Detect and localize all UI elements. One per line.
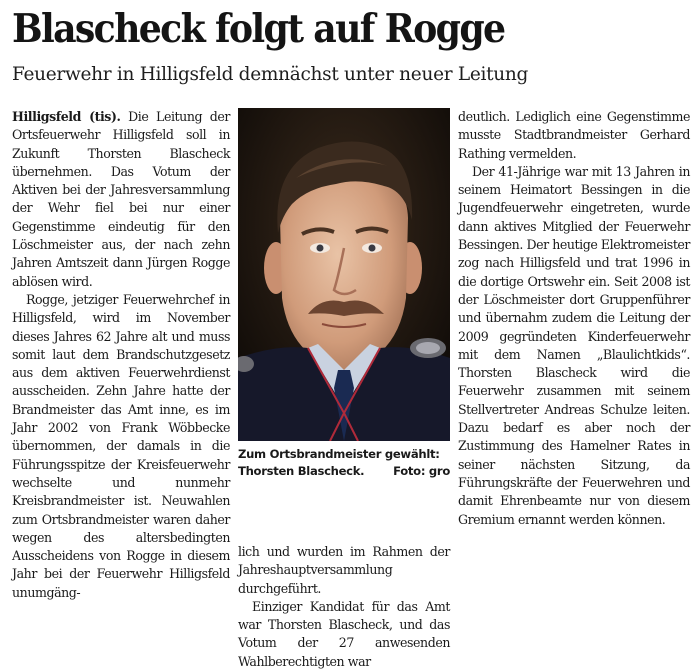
paragraph: lich und wurden im Rahmen der Jahreshauptversammlung durchgeführt. xyxy=(238,544,450,596)
paragraph xyxy=(12,108,230,291)
portrait-photo xyxy=(238,108,450,441)
photo-caption xyxy=(238,446,450,480)
article-column-2 xyxy=(238,543,450,671)
paragraph-text: Die Leitung der Ortsfeuerwehr Hilligsfeld soll in Zukunft Thorsten Blascheck übernehmen. Das Votum der Aktiven bei der Jahresversammlung der Wehr fiel bei nur einer Gegenstimme eindeutig für den Löschmeister aus, der nach zehn Jahren Amtszeit dann Jürgen Rogge ablösen wird. xyxy=(12,109,230,289)
subheadline: Feuerwehr in Hilligsfeld demnächst unter neuer Leitung xyxy=(12,64,528,85)
caption-line-1: Zum Ortsbrandmeister gewählt: xyxy=(238,447,440,461)
photo-credit: Foto: gro xyxy=(393,464,450,478)
caption-text: Thorsten Blascheck. xyxy=(238,464,365,478)
paragraph: Der 41-Jährige war mit 13 Jahren in seinem Heimatort Bessingen in die Jugendfeuerwehr eingetreten, wurde dann aktives Mitglied der Feuerwehr Bessingen. Der heutige Elektromeister zog nach Hilligsfeld und trat 1996 in die dortige Ortswehr ein. Seit 2008 ist der Löschmeister dort Gruppenführer und übernahm zudem die Leitung der 2009 gegründeten Kinderfeuerwehr mit dem Namen „Blaulichtkids“. Thorsten Blascheck wird die Feuerwehr zusammen mit seinem Stellvertreter Andreas Schulze leiten. Dazu bedarf es aber noch der Zustimmung des Hamelner Rates in seiner nächsten Sitzung, da Führungskräfte der Feuerwehren und damit Ehrenbeamte nur von diesem Gremium ernannt werden können. xyxy=(458,163,690,527)
caption-line-2 xyxy=(238,463,450,480)
article-column-1 xyxy=(12,108,230,602)
paragraph: Rogge, jetziger Feuerwehrchef in Hilligsfeld, wird im November dieses Jahres 62 Jahre alt und muss somit laut dem Brandschutzgesetz aus dem aktiven Feuerwehrdienst ausscheiden. Zehn Jahre hatte der Brandmeister das Amt inne, es im Jahr 2002 von Frank Wöbbecke übernommen, der damals in die Führungsspitze der Kreisfeuerwehr wechselte und nunmehr Kreisbrandmeister ist. Neuwahlen zum Ortsbrandmeister waren daher wegen des altersbedingten Ausscheidens von Rogge in diesem Jahr bei der Feuerwehr Hilligsfeld unumgäng- xyxy=(12,291,230,600)
headline: Blascheck folgt auf Rogge xyxy=(12,6,505,52)
article-column-3 xyxy=(458,108,690,529)
paragraph: deutlich. Lediglich eine Gegenstimme musste Stadtbrandmeister Gerhard Rathing vermelden. xyxy=(458,109,690,161)
dateline: Hilligsfeld (tis). xyxy=(12,109,121,124)
paragraph: Einziger Kandidat für das Amt war Thorsten Blascheck, und das Votum der 27 anwesenden Wahlberechtigten war xyxy=(238,598,450,669)
